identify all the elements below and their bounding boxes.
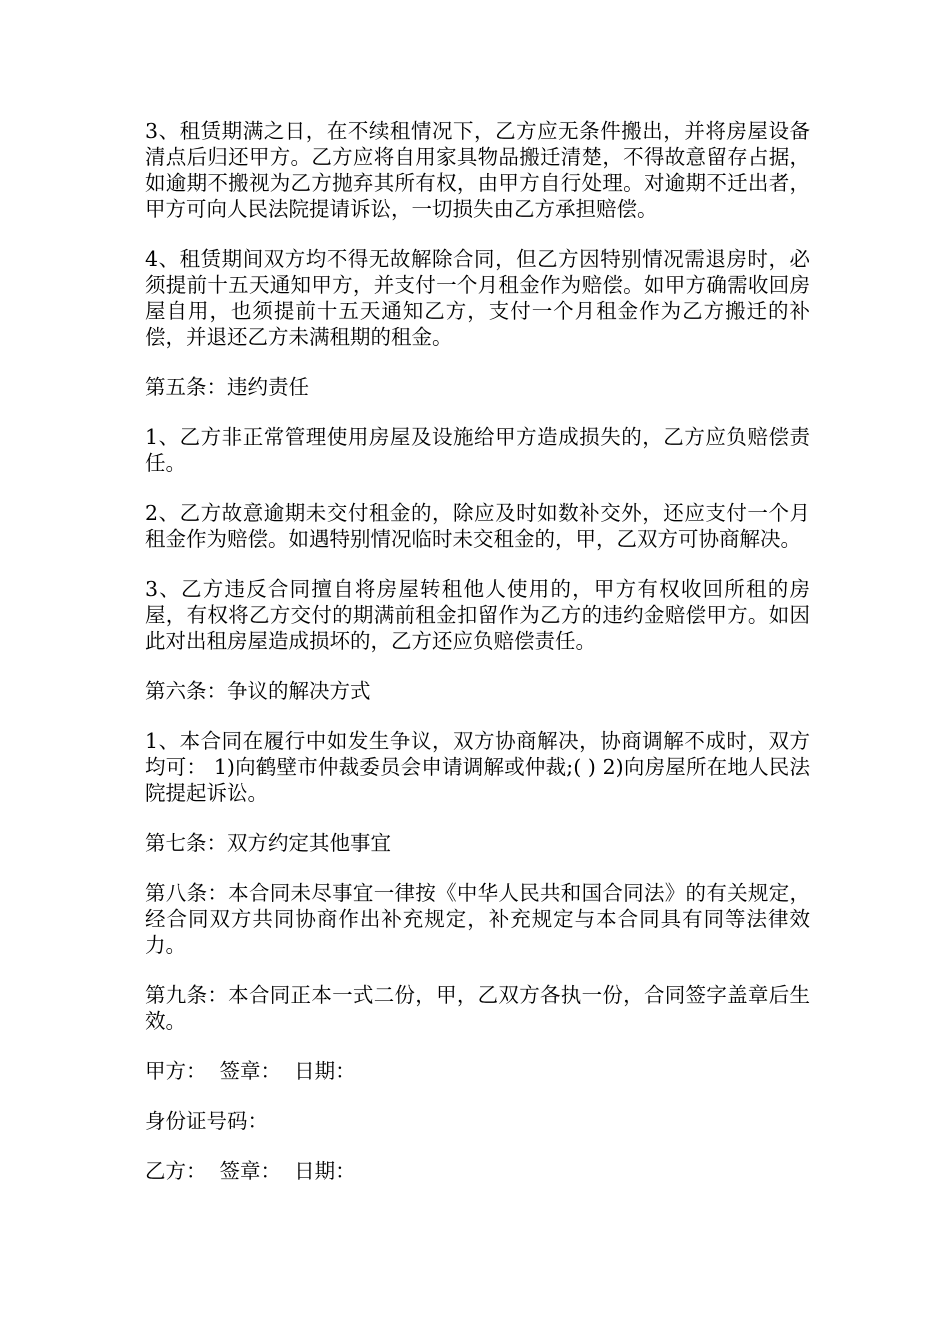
article-6-heading: 第六条：争议的解决方式 xyxy=(145,679,371,703)
article-5-clause-1: 1、乙方非正常管理使用房屋及设施给甲方造成损失的，乙方应负赔偿责任。 xyxy=(145,425,810,475)
id-number-line: 身份证号码： xyxy=(145,1109,268,1133)
article-5-heading: 第五条：违约责任 xyxy=(145,375,309,399)
article-8: 第八条：本合同未尽事宜一律按《中华人民共和国合同法》的有关规定，经合同双方共同协商作出补充规定，补充规定与本合同具有同等法律效力。 xyxy=(145,881,810,957)
clause-3-lease-expiry: 3、租赁期满之日，在不续租情况下，乙方应无条件搬出，并将房屋设备清点后归还甲方。乙方应将自用家具物品搬迁清楚，不得故意留存占据，如逾期不搬视为乙方抛弃其所有权，由甲方自行处理。对逾期不迁出者，甲方可向人民法院提请诉讼，一切损失由乙方承担赔偿。 xyxy=(145,119,810,221)
clause-4-termination: 4、租赁期间双方均不得无故解除合同，但乙方因特别情况需退房时，必须提前十五天通知甲方，并支付一个月租金作为赔偿。如甲方确需收回房屋自用，也须提前十五天通知乙方，支付一个月租金作为乙方搬迁的补偿，并退还乙方未满租期的租金。 xyxy=(145,247,810,349)
document-page xyxy=(145,118,810,1208)
article-5-clause-2: 2、乙方故意逾期未交付租金的，除应及时如数补交外，还应支付一个月租金作为赔偿。如遇特别情况临时未交租金的，甲，乙双方可协商解决。 xyxy=(145,501,810,551)
article-5-clause-3: 3、乙方违反合同擅自将房屋转租他人使用的，甲方有权收回所租的房屋，有权将乙方交付的期满前租金扣留作为乙方的违约金赔偿甲方。如因此对出租房屋造成损坏的，乙方还应负赔偿责任。 xyxy=(145,577,810,653)
article-6-clause-1: 1、本合同在履行中如发生争议，双方协商解决，协商调解不成时，双方均可： 1)向鹤壁市仲裁委员会申请调解或仲裁;( ) 2)向房屋所在地人民法院提起诉讼。 xyxy=(145,729,810,805)
article-9: 第九条：本合同正本一式二份，甲，乙双方各执一份，合同签字盖章后生效。 xyxy=(145,983,810,1033)
party-b-signature-line: 乙方： 签章： 日期： xyxy=(145,1159,356,1183)
article-7-heading: 第七条：双方约定其他事宜 xyxy=(145,831,391,855)
party-a-signature-line: 甲方： 签章： 日期： xyxy=(145,1059,356,1083)
